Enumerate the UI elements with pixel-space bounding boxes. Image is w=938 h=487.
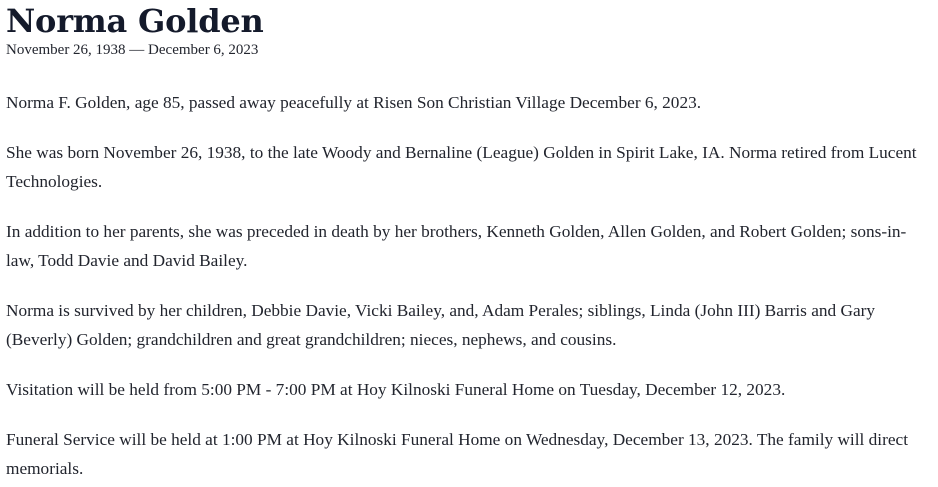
deceased-name-heading: Norma Golden (6, 2, 264, 40)
obituary-paragraph-survived: Norma is survived by her children, Debbie Davie, Vicki Bailey, and, Adam Perales; siblings, Linda (John III) Barris and Gary (Beverly) Golden; grandchildren and great grandchildren; nieces, nephews, and cousins. (6, 301, 876, 349)
obituary-paragraph-birth: She was born November 26, 1938, to the late Woody and Bernaline (League) Golden in Spirit Lake, IA. Norma retired from Lucent Technologies. (6, 143, 917, 191)
life-dates: November 26, 1938 — December 6, 2023 (6, 42, 259, 58)
obituary-paragraph-death: Norma F. Golden, age 85, passed away peacefully at Risen Son Christian Village December 6, 2023. (6, 93, 702, 112)
obituary-article (6, 0, 924, 483)
obituary-paragraph-visitation: Visitation will be held from 5:00 PM - 7:00 PM at Hoy Kilnoski Funeral Home on Tuesday, December 12, 2023. (6, 380, 786, 399)
obituary-paragraph-preceded: In addition to her parents, she was preceded in death by her brothers, Kenneth Golden, Allen Golden, and Robert Golden; sons-in-law, Todd Davie and David Bailey. (6, 222, 907, 270)
obituary-paragraph-service: Funeral Service will be held at 1:00 PM at Hoy Kilnoski Funeral Home on Wednesday, December 13, 2023. The family will direct memorials. (6, 430, 908, 478)
